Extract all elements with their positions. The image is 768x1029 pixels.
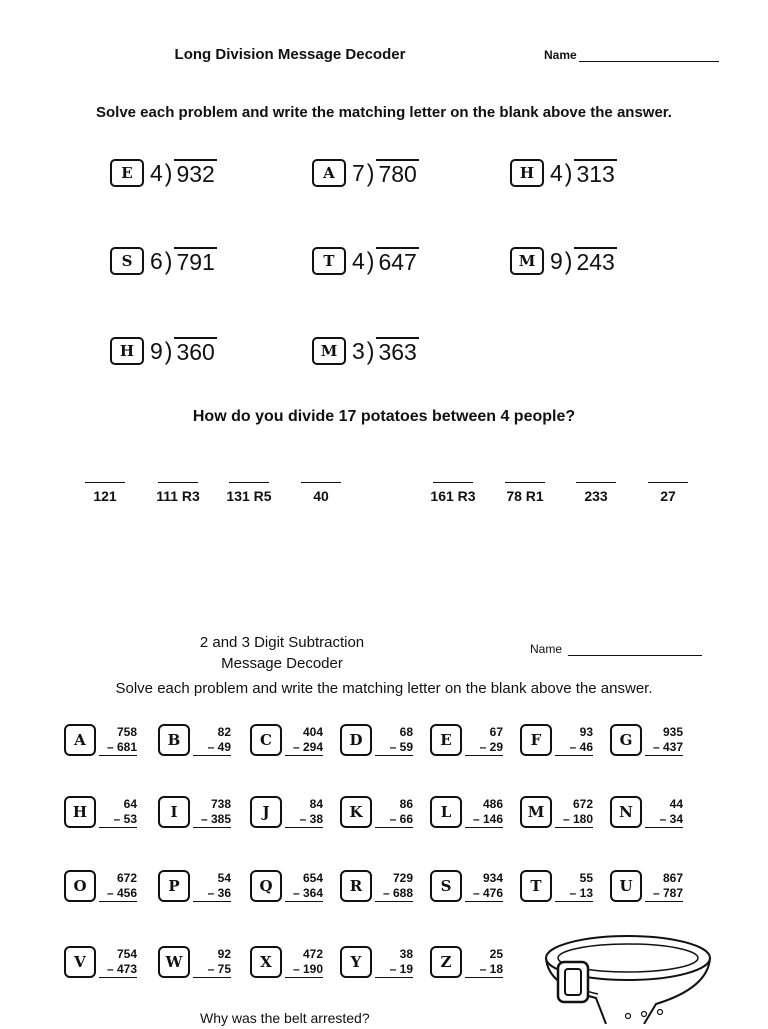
divisor: 7 [352,159,365,186]
subtrahend: – 473 [99,962,137,978]
subtraction-numbers [99,947,137,978]
subtraction-problem [158,792,231,832]
subtraction-numbers [465,947,503,978]
minuend: 738 [210,796,231,811]
problem-letter: I [158,796,190,828]
subtraction-numbers [285,871,323,902]
subtraction-numbers [555,725,593,756]
minuend: 64 [123,796,137,811]
answer-slot[interactable] [143,482,213,504]
problem-letter: Z [430,946,462,978]
dividend: 363 [378,339,417,365]
answer-blank[interactable] [301,482,341,484]
subtrahend: – 688 [375,886,413,902]
problem-letter: A [312,159,346,187]
division-bracket: ) [366,336,375,365]
answer-blank[interactable] [85,482,125,484]
subtrahend: – 294 [285,740,323,756]
answer-value: 121 [93,488,117,504]
subtrahend: – 146 [465,812,503,828]
divisor: 4 [352,247,365,274]
dividend: 780 [378,161,417,187]
minuend: 867 [662,870,683,885]
subtrahend: – 476 [465,886,503,902]
belt-illustration [536,928,716,1029]
subtraction-problem [158,720,231,760]
subtraction-numbers [99,871,137,902]
division-problem [312,156,419,190]
subtrahend: – 364 [285,886,323,902]
answer-slot[interactable] [70,482,140,504]
problem-letter: P [158,870,190,902]
division-problem [510,244,617,278]
subtraction-problem [64,942,137,982]
division-bracket: ) [564,158,573,187]
problem-letter: T [520,870,552,902]
worksheet2-title-line1: 2 and 3 Digit Subtraction [199,634,365,651]
subtraction-numbers [285,947,323,978]
division-problem [110,334,217,368]
minuend: 82 [217,724,231,739]
problem-letter: H [64,796,96,828]
minuend: 44 [669,796,683,811]
problem-letter: C [250,724,282,756]
divisor: 6 [150,247,163,274]
problem-letter: A [64,724,96,756]
problem-letter: Y [340,946,372,978]
subtrahend: – 456 [99,886,137,902]
name-blank[interactable] [579,49,719,62]
subtraction-numbers [555,797,593,828]
problem-letter: H [510,159,544,187]
answer-slot[interactable] [214,482,284,504]
division-problem [312,244,419,278]
subtrahend: – 385 [193,812,231,828]
minuend: 672 [572,796,593,811]
minuend: 86 [399,796,413,811]
answer-slot[interactable] [561,482,631,504]
division-bracket: ) [366,246,375,275]
subtraction-numbers [375,871,413,902]
belt-riddle-question: Why was the belt arrested? [200,1010,370,1026]
problem-letter: H [110,337,144,365]
subtrahend: – 36 [193,886,231,902]
subtraction-numbers [193,725,231,756]
subtraction-problem [64,866,137,906]
subtrahend: – 59 [375,740,413,756]
minuend: 404 [302,724,323,739]
minuend: 672 [116,870,137,885]
minuend: 93 [579,724,593,739]
subtraction-problem [250,866,323,906]
dividend: 932 [176,161,215,187]
answer-blank[interactable] [229,482,269,484]
name-blank[interactable] [568,643,702,656]
name-label: Name [544,48,577,62]
division-bracket: ) [164,158,173,187]
division-problem [312,334,419,368]
divisor: 3 [352,337,365,364]
subtraction-numbers [375,725,413,756]
subtraction-problem [158,866,231,906]
answer-slot[interactable] [490,482,560,504]
minuend: 68 [399,724,413,739]
problem-letter: X [250,946,282,978]
minuend: 92 [217,946,231,961]
dividend: 791 [176,249,215,275]
answer-value: 27 [660,488,676,504]
subtrahend: – 34 [645,812,683,828]
subtraction-numbers [375,947,413,978]
subtraction-problem [520,792,593,832]
answer-value: 111 R3 [156,488,200,504]
minuend: 486 [482,796,503,811]
subtraction-numbers [465,871,503,902]
worksheet1-instruction: Solve each problem and write the matching letter on the blank above the answer. [96,104,672,121]
subtraction-numbers [99,797,137,828]
subtraction-numbers [645,725,683,756]
subtrahend: – 66 [375,812,413,828]
answer-blank[interactable] [648,482,688,484]
divisor: 4 [550,159,563,186]
minuend: 935 [662,724,683,739]
subtraction-numbers [285,725,323,756]
subtrahend: – 13 [555,886,593,902]
problem-letter: S [110,247,144,275]
subtrahend: – 49 [193,740,231,756]
minuend: 84 [309,796,323,811]
minuend: 729 [392,870,413,885]
subtrahend: – 75 [193,962,231,978]
subtraction-problem [520,866,593,906]
problem-letter: L [430,796,462,828]
minuend: 654 [302,870,323,885]
division-problem [110,156,217,190]
division-bracket: ) [366,158,375,187]
problem-letter: N [610,796,642,828]
problem-letter: U [610,870,642,902]
division-problem [110,244,217,278]
belt-icon [536,928,716,1024]
subtrahend: – 53 [99,812,137,828]
minuend: 55 [579,870,593,885]
worksheet2-title [150,632,414,674]
minuend: 758 [116,724,137,739]
subtrahend: – 46 [555,740,593,756]
minuend: 67 [489,724,503,739]
subtraction-numbers [193,871,231,902]
problem-letter: M [510,247,544,275]
subtraction-problem [340,792,413,832]
dividend: 313 [576,161,615,187]
dividend: 360 [176,339,215,365]
worksheet2-name-field[interactable] [530,642,702,656]
dividend: 647 [378,249,417,275]
problem-letter: S [430,870,462,902]
subtraction-problem [430,720,503,760]
subtraction-problem [64,720,137,760]
subtraction-problem [250,942,323,982]
answer-blank[interactable] [433,482,473,484]
riddle-question: How do you divide 17 potatoes between 4 people? [192,408,576,425]
problem-letter: M [312,337,346,365]
problem-letter: G [610,724,642,756]
divisor: 9 [150,337,163,364]
subtraction-numbers [375,797,413,828]
answer-slot[interactable] [286,482,356,504]
name-label: Name [530,642,563,656]
subtrahend: – 18 [465,962,503,978]
answer-value: 40 [313,488,329,504]
minuend: 54 [217,870,231,885]
divisor: 9 [550,247,563,274]
division-problem [510,156,617,190]
answer-value: 233 [584,488,608,504]
problem-letter: B [158,724,190,756]
problem-letter: R [340,870,372,902]
subtraction-numbers [193,797,231,828]
subtraction-numbers [465,725,503,756]
problem-letter: E [430,724,462,756]
answer-slot[interactable] [633,482,703,504]
answer-value: 78 R1 [506,488,544,504]
subtrahend: – 190 [285,962,323,978]
answer-blank[interactable] [505,482,545,484]
worksheet2-instruction: Solve each problem and write the matching letter on the blank above the answer. [115,680,653,697]
problem-letter: T [312,247,346,275]
subtraction-problem [610,720,683,760]
subtraction-problem [430,792,503,832]
subtrahend: – 19 [375,962,413,978]
subtraction-problem [430,942,503,982]
division-bracket: ) [164,336,173,365]
answer-blank[interactable] [576,482,616,484]
problem-letter: J [250,796,282,828]
worksheet2-title-line2: Message Decoder [221,655,343,672]
subtraction-problem [158,942,231,982]
subtraction-problem [64,792,137,832]
division-bracket: ) [164,246,173,275]
subtraction-numbers [193,947,231,978]
problem-letter: F [520,724,552,756]
subtraction-numbers [555,871,593,902]
problem-letter: D [340,724,372,756]
minuend: 754 [116,946,137,961]
subtraction-numbers [285,797,323,828]
problem-letter: O [64,870,96,902]
subtraction-problem [250,792,323,832]
problem-letter: M [520,796,552,828]
worksheet1-name-field[interactable] [544,48,719,62]
subtraction-problem [250,720,323,760]
minuend: 38 [399,946,413,961]
answer-value: 161 R3 [430,488,476,504]
minuend: 472 [302,946,323,961]
problem-letter: W [158,946,190,978]
dividend: 243 [576,249,615,275]
worksheet1-title: Long Division Message Decoder [174,46,406,63]
problem-letter: E [110,159,144,187]
subtraction-numbers [645,797,683,828]
subtraction-numbers [645,871,683,902]
answer-blank[interactable] [158,482,198,484]
answer-value: 131 R5 [226,488,272,504]
subtrahend: – 787 [645,886,683,902]
problem-letter: K [340,796,372,828]
divisor: 4 [150,159,163,186]
subtrahend: – 180 [555,812,593,828]
minuend: 934 [482,870,503,885]
problem-letter: Q [250,870,282,902]
minuend: 25 [489,946,503,961]
subtraction-numbers [99,725,137,756]
subtraction-problem [340,942,413,982]
answer-slot[interactable] [418,482,488,504]
subtrahend: – 437 [645,740,683,756]
subtrahend: – 38 [285,812,323,828]
subtraction-problem [340,720,413,760]
subtraction-problem [430,866,503,906]
subtraction-problem [610,866,683,906]
problem-letter: V [64,946,96,978]
subtrahend: – 29 [465,740,503,756]
subtraction-problem [340,866,413,906]
subtraction-problem [520,720,593,760]
subtrahend: – 681 [99,740,137,756]
subtraction-problem [610,792,683,832]
subtraction-numbers [465,797,503,828]
division-bracket: ) [564,246,573,275]
